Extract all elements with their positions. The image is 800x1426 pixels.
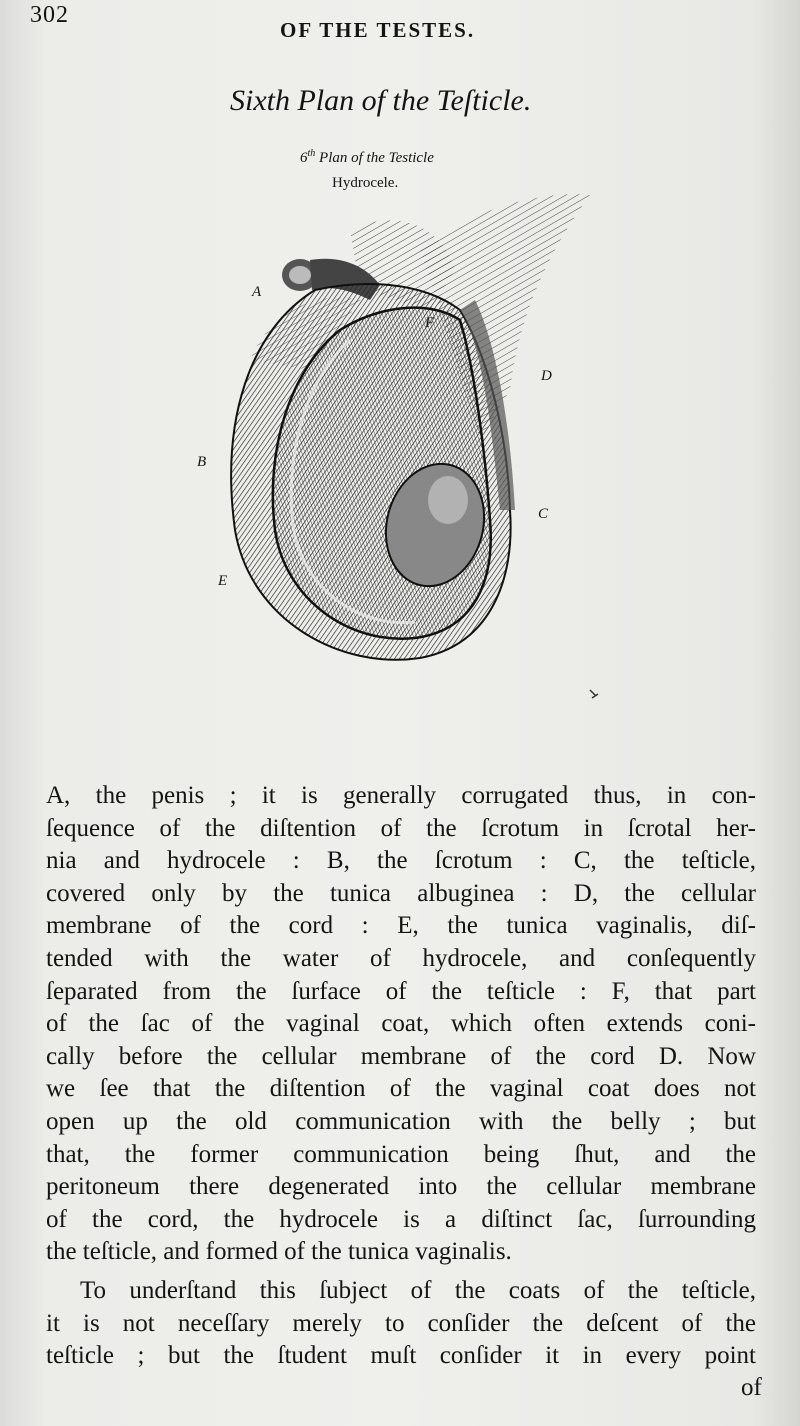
plate-caption-text: Plan of the Testicle <box>315 150 434 166</box>
text-line: nia and hydrocele : B, the ſcrotum : C, the teſticle, <box>46 847 756 875</box>
text-line: of the cord, the hydrocele is a diſtinct ſac, ſurrounding <box>46 1205 756 1233</box>
plate-caption <box>300 148 434 167</box>
figure-explanation <box>46 780 756 1269</box>
plate-ordinal-suffix: th <box>307 148 316 159</box>
figure-label-a: A <box>252 284 262 300</box>
figure-label-d: D <box>541 368 552 384</box>
text-line: open up the old communication with the belly ; but <box>46 1107 756 1135</box>
text-line: we ſee that the diſtention of the vaginal coat does not <box>46 1075 756 1103</box>
text-line: membrane of the cord : E, the tunica vaginalis, diſ- <box>46 912 756 940</box>
plate-title: Sixth Plan of the Teſticle. <box>230 84 532 117</box>
plate-subcaption: Hydrocele. <box>332 175 399 191</box>
figure-label-c: C <box>538 506 549 522</box>
text-line: it is not neceſſary merely to conſider the deſcent of the <box>46 1309 756 1337</box>
figure-label-e: E <box>218 573 228 589</box>
text-line: ſeparated from the ſurface of the teſticle : F, that part <box>46 977 756 1005</box>
text-line: teſticle ; but the ſtudent muſt conſider it in every point <box>46 1342 756 1370</box>
body-paragraph <box>46 1275 756 1373</box>
text-line: of the ſac of the vaginal coat, which often extends coni- <box>46 1010 756 1038</box>
text-line: tended with the water of hydrocele, and conſequently <box>46 944 756 972</box>
text-line: peritoneum there degenerated into the cellular membrane <box>46 1173 756 1201</box>
text-line: cally before the cellular membrane of the cord D. Now <box>46 1042 756 1070</box>
text-line: the teſticle, and formed of the tunica vaginalis. <box>46 1238 512 1266</box>
hydrocele-engraving <box>190 190 610 720</box>
page-number: 302 <box>30 2 69 28</box>
text-line: To underſtand this ſubject of the coats of the teſticle, <box>80 1277 756 1304</box>
running-head: OF THE TESTES. <box>280 18 476 42</box>
figure-label-f: F <box>425 315 435 331</box>
text-line: ſequence of the diſtention of the ſcrotum in ſcrotal her- <box>46 814 756 842</box>
plate-ordinal: 6 <box>300 150 308 166</box>
text-line: A, the penis ; it is generally corrugated thus, in con- <box>46 782 756 809</box>
text-line: that, the former communication being ſhut, and the <box>46 1140 756 1168</box>
catchword: of <box>741 1374 762 1401</box>
figure-label-b: B <box>197 454 207 470</box>
text-line: covered only by the tunica albuginea : D, the cellular <box>46 879 756 907</box>
